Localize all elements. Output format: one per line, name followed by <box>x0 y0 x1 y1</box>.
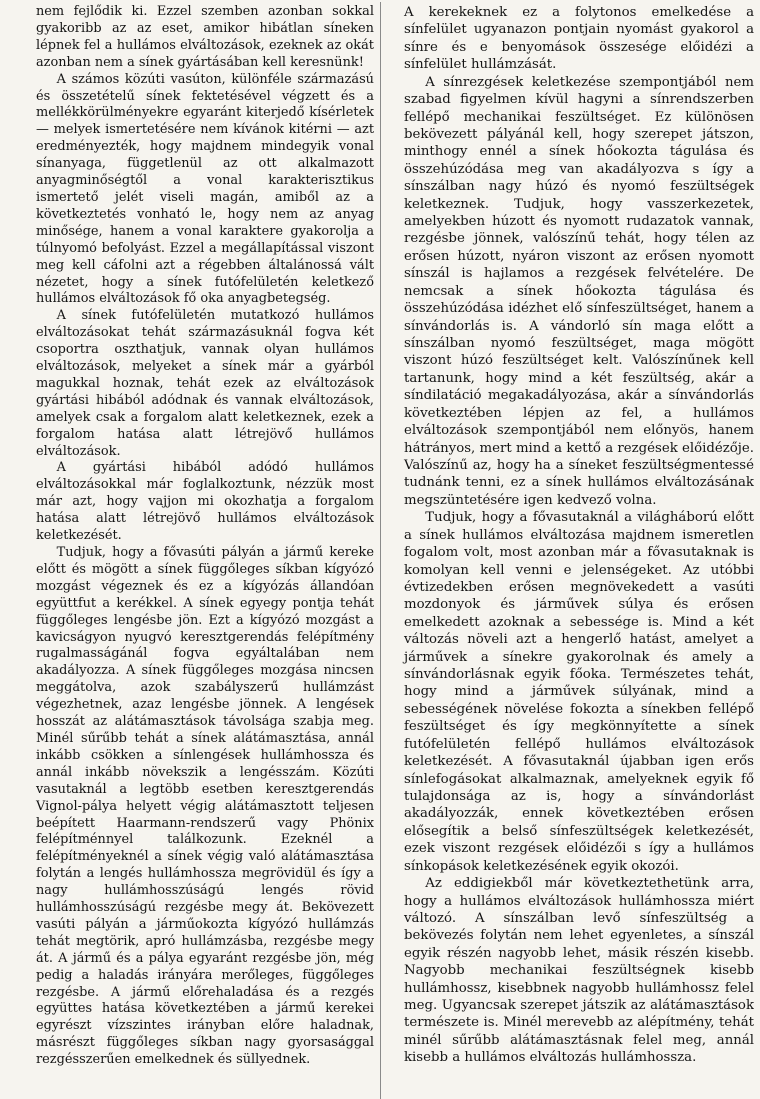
paragraph: Tudjuk, hogy a fővasutaknál a világháború előtt a sínek hullámos elváltozása majdnem ismeretlen fogalom volt, most azonban már a fővasutaknak is komolyan kell venni e jelenségeket. Az utóbbi évtizedekben erősen megnövekedett a vasúti mozdonyok és járművek súlya és erősen emelkedett azoknak a sebessége is. Mind a két változás növeli azt a hengerlő hatást, amelyet a járművek a sínekre gyakorolnak és amely a sínvándorlásnak egyik főoka. Természetes tehát, hogy mind a járművek súlyának, mind a sebességének növelése fokozta a sínekben fellépő feszültséget és így megkönnyítette a sínek futófelületén fellépő hullámos elváltozások keletkezését. A fővasutaknál újabban igen erős sínlefogásokat alkalmaznak, amelyeknek egyik fő tulajdonsága az is, hogy a sínvándorlást akadályozzák, ennek következtében erősen elősegítik a belső sínfeszültségek keletkezését, ezek viszont rezgések előidézői s így a hullámos sínkopások keletkezésének egyik okozói. <box>404 510 754 874</box>
paragraph: A számos közúti vasúton, különféle származású és összetételű sínek fektetésével végzett és a mellékkörülményekre egyaránt kiterjedő kísérletek — melyek ismertetésére nem kívánok kitérni — azt eredményezték, hogy majdnem mindegyik vonal sínanyaga, függetlenül az ott alkalmazott anyagminőségtől a vonal karakterisztikus ismertető jelét viseli magán, amiből az a következtetés vonható le, hogy nem az anyag minősége, hanem a vonal karaktere gyakorolja a túlnyomó befolyást. Ezzel a megállapítással viszont meg kell cáfolni azt a régebben általánossá vált nézetet, hogy a sínek futófelületén keletkező hullámos elváltozások fő oka anyagbetegség. <box>36 71 374 307</box>
right-column <box>390 4 754 1099</box>
paragraph: Az eddigiekből már következtethetünk arra, hogy a hullámos elváltozások hullámhossza miért változó. A sínszálban levő sínfeszültség a bekövezés folytán nem lehet egyenletes, a sínszál egyik részén nagyobb lehet, másik részén kisebb. Nagyobb mechanikai feszültségnek kisebb hullámhossz, kisebbnek nagyobb hullámhossz felel meg. Ugyancsak szerepet játszik az alátámasztások természete is. Minél merevebb az alépítmény, tehát minél sűrűbb alátámasztásnak felel meg, annál kisebb a hullámos elváltozás hullámhossza. <box>404 876 754 1066</box>
paragraph: A kerekeknek ez a folytonos emelkedése a sínfelület ugyanazon pontjain nyomást gyakorol a sínre és e benyomások összesége előidézi a sínfelület hullámzását. <box>404 5 754 73</box>
paragraph: A gyártási hibából adódó hullámos elváltozásokkal már foglalkoztunk, nézzük most már azt, hogy vajjon mi okozhatja a forgalom hatása alatt létrejövő hullámos elváltozások keletkezését. <box>36 460 374 544</box>
left-column <box>6 4 374 1099</box>
paragraph: A sínrezgések keletkezése szempontjából nem szabad figyelmen kívül hagyni a sínrendszerben fellépő mechanikai feszültséget. Ez különösen bekövezett pályánál kell, hogy szerepet játszon, minthogy ennél a sínek hőokozta tágulása és összehúzódása meg van akadályozva s így a sínszálban nagy húzó és nyomó feszültségek keletkeznek. Tudjuk, hogy vasszerkezetek, amelyekben húzott és nyomott rudazatok vannak, rezgésbe jönnek, valószínű tehát, hogy télen az erősen húzott, nyáron viszont az erősen nyomott sínszál is hajlamos a rezgések felvételére. De nemcsak a sínek hőokozta tágulása és összehúzódása idézhet elő sínfeszültséget, hanem a sínvándorlás is. A vándorló sín maga előtt a sínszálban nyomó feszültséget, maga mögött viszont húzó feszültséget kelt. Valószínűnek kell tartanunk, hogy mind a két feszültség, akár a síndilatáció megakadályozása, akár a sínvándorlás következtében lépjen az fel, a hullámos elváltozások szempontjából nem előnyös, hanem hátrányos, mert mind a kettő a rezgések előidézője. Valószínű az, hogy ha a síneket feszültségmentessé tudnánk tenni, ez a sínek hullámos elváltozásának megszüntetésére igen kedvező volna. <box>404 74 754 508</box>
paragraph: Tudjuk, hogy a fővasúti pályán a jármű kereke előtt és mögött a sínek függőleges síkban kígyózó mozgást végeznek és ez a kígyózás állandóan együttfut a kerékkel. A sínek egyegy pontja tehát függőleges lengésbe jön. Ezt a kígyózó mozgást a kavicságyon nyugvó keresztgerendás felépítmény rugalmasságánál fogva egyáltalában nem akadályozza. A sínek függőleges mozgása nincsen meggátolva, azok szabályszerű hullámzást végezhetnek, azaz lengésbe jönnek. A lengések hosszát az alátámasztások távolsága szabja meg. Minél sűrűbb tehát a sínek alátámasztása, annál inkább csökken a sínlengések hullámhossza és annál inkább növekszik a lengésszám. Közúti vasutaknál a legtöbb esetben keresztgerendás Vignol-pálya helyett végig alátámasztott teljesen beépített Haarmann-rendszerű vagy Phönix felépítménnyel találkozunk. Ezeknél a felépítményeknél a sínek végig való alátámasztása folytán a lengés hullámhossza megrövidül és így a nagy hullámhosszúságú lengés rövid hullámhosszúságú rezgésbe megy át. Bekövezett vasúti pályán a járműokozta kígyózó hullámzás tehát megtörik, apró hullámzásba, rezgésbe megy át. A jármű és a pálya egyaránt rezgésbe jön, még pedig a haladás irányára merőleges, függőleges rezgésbe. A jármű előrehaladása és a rezgés együttes hatása következtében a jármű kerekei egyrészt vízszintes irányban előre haladnak, másrészt függőleges síkban nagy gyorsasággal rezgésszerűen emelkednek és süllyednek. <box>36 545 374 1068</box>
paragraph: A sínek futófelületén mutatkozó hullámos elváltozásokat tehát származásuknál fogva két csoportra oszthatjuk, vannak olyan hullámos elváltozások, melyeket a sínek már a gyárból magukkal hoznak, tehát ezek az elváltozások gyártási hibából adódnak és vannak elváltozások, amelyek csak a forgalom alatt keletkeznek, ezek a forgalom hatása alatt létrejövő hullámos elváltozások. <box>36 308 374 459</box>
paragraph: nem fejlődik ki. Ezzel szemben azonban sokkal gyakoribb az az eset, amikor hibátlan síneken lépnek fel a hullámos elváltozások, ezeknek az okát azonban nem a sínek gyártásában kell keresnünk! <box>36 4 374 70</box>
column-divider <box>380 2 381 1099</box>
